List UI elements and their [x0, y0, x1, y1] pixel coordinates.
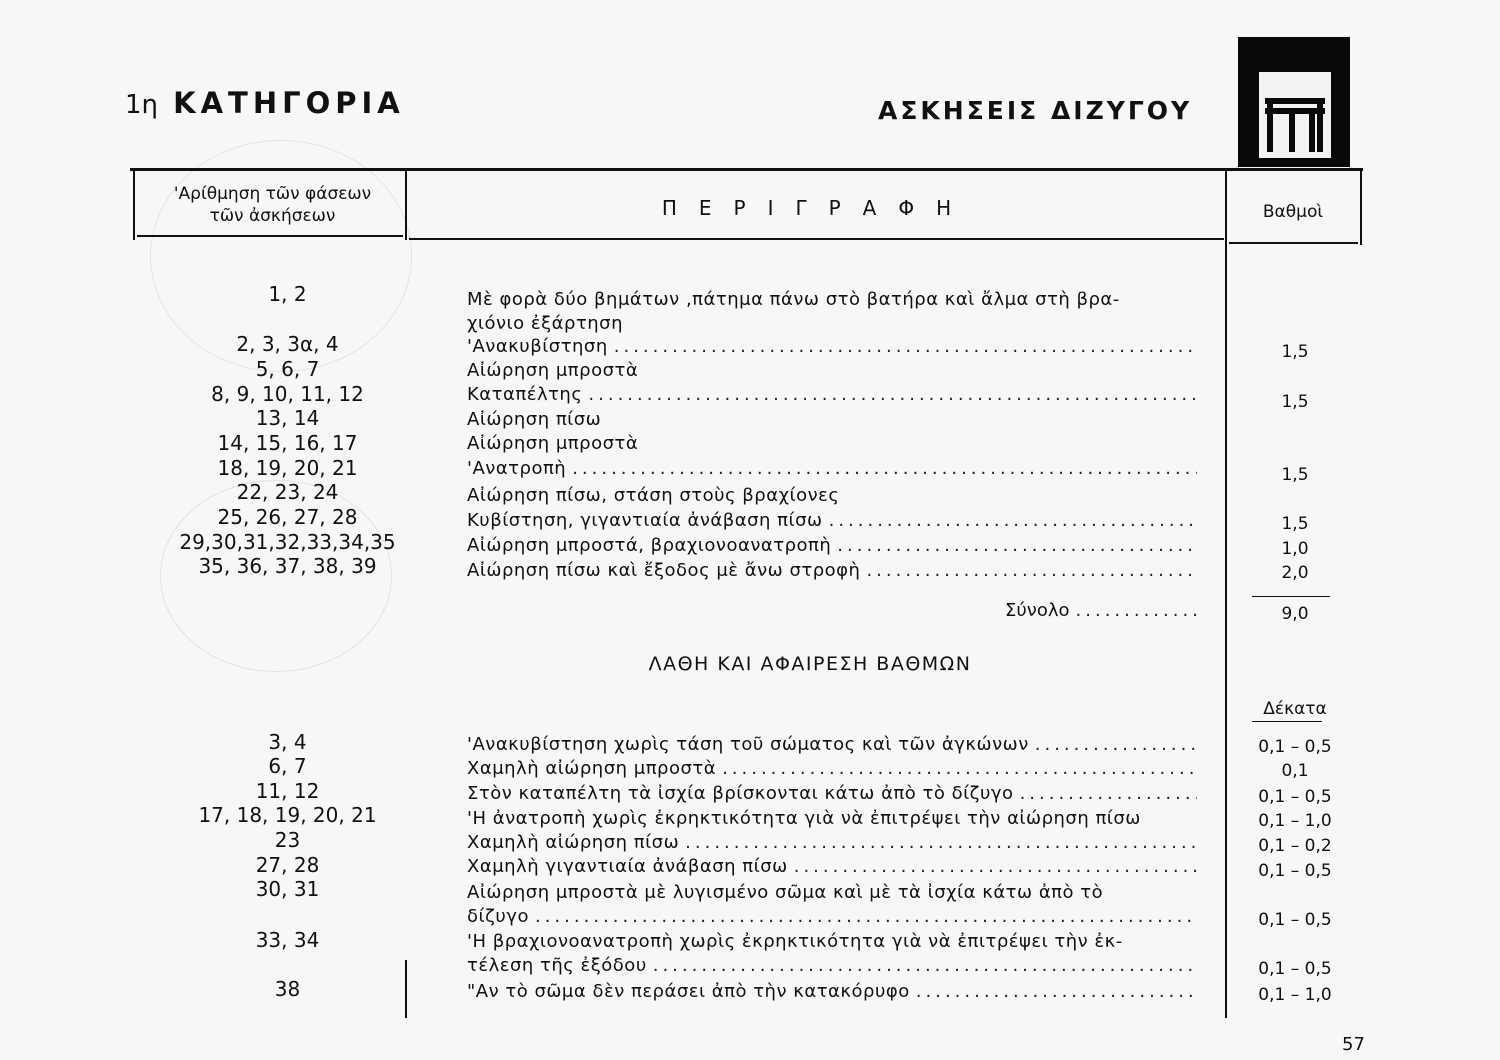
error-deduction: 0,1 – 0,5 — [1258, 910, 1332, 930]
exercise-phases: 22, 23, 24 — [236, 480, 339, 504]
dot-leader — [794, 855, 1197, 879]
score-column-header: Βαθμοὶ — [1262, 202, 1324, 222]
table-top-rule — [130, 168, 1363, 171]
description-line: Αἰώρηση πίσω — [467, 409, 602, 430]
description-line: Αἰώρηση πίσω, στάση στοὺς βραχίονες — [467, 485, 840, 506]
exercise-phases: 13, 14 — [255, 406, 320, 430]
error-deduction: 0,1 – 0,5 — [1258, 787, 1332, 807]
error-description — [467, 855, 1197, 879]
category-label: ΚΑΤΗΓΟΡΙΑ — [173, 86, 405, 120]
exercise-phases: 8, 9, 10, 11, 12 — [211, 382, 364, 406]
exercise-phases: 2, 3, 3α, 4 — [236, 332, 339, 356]
error-description — [467, 782, 1197, 806]
dot-leader — [722, 757, 1197, 781]
dot-leader — [614, 335, 1197, 359]
phases-header-line: 'Αρίθμηση τῶν φάσεων — [173, 184, 372, 204]
phases-column-header — [140, 183, 405, 227]
description-line: Κυβίστηση, γιγαντιαία ἀνάβαση πίσω — [467, 510, 823, 531]
dot-leader — [837, 534, 1197, 558]
header-bottom-rule-description — [409, 238, 1224, 240]
exercise-description — [467, 432, 1197, 456]
exercise-phases: 18, 19, 20, 21 — [217, 456, 358, 480]
error-phases: 33, 34 — [255, 928, 320, 952]
description-line: Μὲ φορὰ δύο βημάτων ,πάτημα πάνω στὸ βατήρα καὶ ἄλμα στὴ βρα- — [467, 289, 1120, 310]
error-description — [467, 930, 1197, 978]
exercise-phases: 5, 6, 7 — [255, 357, 320, 381]
exercise-description — [467, 484, 1197, 508]
errors-section-title: ΛΑΘΗ ΚΑΙ ΑΦΑΙΡΕΣΗ ΒΑΘΜΩΝ — [648, 653, 972, 675]
description-line: δίζυγο — [467, 906, 529, 927]
exercise-description — [467, 509, 1197, 533]
section-title: ΑΣΚΗΣΕΙΣ ΔΙΖΥΓΟΥ — [878, 96, 1193, 125]
error-deduction: 0,1 – 0,5 — [1258, 959, 1332, 979]
description-line: Χαμηλὴ αἰώρηση μπροστὰ — [467, 758, 717, 779]
dot-leader — [535, 905, 1197, 929]
error-phases: 27, 28 — [255, 853, 320, 877]
exercise-phases: 25, 26, 27, 28 — [217, 505, 358, 529]
description-line: 'Ανακυβίστηση χωρὶς τάση τοῦ σώματος καὶ τῶν ἀγκώνων — [467, 734, 1029, 755]
description-line: Αἰώρηση μπροστά, βραχιονοανατροπὴ — [467, 535, 832, 556]
description-line: Χαμηλὴ γιγαντιαία ἀνάβαση πίσω — [467, 856, 788, 877]
deduction-unit-rule — [1252, 721, 1322, 722]
error-deduction: 0,1 – 0,5 — [1258, 737, 1332, 757]
exercise-score: 1,5 — [1281, 342, 1309, 362]
exercise-phases: 35, 36, 37, 38, 39 — [198, 554, 377, 578]
exercise-score: 1,5 — [1281, 514, 1309, 534]
exercise-description — [467, 559, 1197, 583]
header-bottom-rule-phases — [137, 235, 403, 237]
exercise-description — [467, 534, 1197, 558]
error-deduction: 0,1 – 0,2 — [1258, 836, 1332, 856]
exercise-description — [467, 359, 1197, 383]
dot-leader — [829, 509, 1197, 533]
dot-leader — [1035, 733, 1197, 757]
page-number: 57 — [1342, 1034, 1365, 1055]
error-description — [467, 733, 1197, 757]
description-line: 'Η ἀνατροπὴ χωρὶς ἐκρηκτικότητα γιὰ νὰ ἐπιτρέψει τὴν αἰώρηση πίσω — [467, 808, 1141, 829]
table-left-rule — [133, 168, 135, 240]
category-title — [125, 86, 405, 120]
dot-leader — [588, 383, 1197, 407]
exercise-phases: 1, 2 — [268, 282, 307, 306]
error-description — [467, 980, 1197, 1004]
exercise-phases: 14, 15, 16, 17 — [217, 431, 358, 455]
exercise-phases: 29,30,31,32,33,34,35 — [179, 530, 396, 554]
exercise-score: 1,5 — [1281, 465, 1309, 485]
exercise-description — [467, 383, 1197, 407]
dot-leader — [653, 954, 1197, 978]
error-deduction: 0,1 – 1,0 — [1258, 811, 1332, 831]
column-divider-description — [1225, 168, 1227, 1018]
error-deduction: 0,1 – 1,0 — [1258, 985, 1332, 1005]
error-description — [467, 881, 1197, 929]
dot-leader — [572, 457, 1197, 481]
error-phases: 38 — [274, 977, 301, 1001]
error-description — [467, 831, 1197, 855]
total-value: 9,0 — [1281, 604, 1309, 624]
description-line: Αἰώρηση πίσω καὶ ἔξοδος μὲ ἄνω στροφὴ — [467, 560, 861, 581]
column-divider-score — [1360, 168, 1362, 245]
description-line: 'Ανατροπὴ — [467, 458, 567, 479]
exercise-score: 2,0 — [1281, 563, 1309, 583]
error-phases: 3, 4 — [268, 730, 307, 754]
description-line: Καταπέλτης — [467, 384, 583, 405]
parallel-bars-icon — [1238, 37, 1350, 167]
error-phases: 6, 7 — [268, 754, 307, 778]
dot-leader — [866, 559, 1197, 583]
exercise-description — [467, 457, 1197, 481]
description-line: Αἰώρηση μπροστὰ — [467, 360, 639, 381]
phases-header-line: τῶν ἀσκήσεων — [209, 206, 336, 226]
description-line: "Αν τὸ σῶμα δὲν περάσει ἀπὸ τὴν κατακόρυφο — [467, 981, 910, 1002]
error-phases: 30, 31 — [255, 877, 320, 901]
header-bottom-rule-score — [1229, 242, 1358, 244]
deduction-unit-label: Δέκατα — [1263, 699, 1327, 719]
exercise-score: 1,5 — [1281, 392, 1309, 412]
dot-leader — [685, 831, 1197, 855]
dot-leader — [1076, 600, 1197, 621]
description-column-header: ΠΕΡΙΓΡΑΦΗ — [661, 196, 974, 220]
description-line: 'Η βραχιονοανατροπὴ χωρὶς ἐκρηκτικότητα γιὰ νὰ ἐπιτρέψει τὴν ἐκ- — [467, 931, 1123, 952]
exercise-description — [467, 288, 1197, 336]
error-phases: 17, 18, 19, 20, 21 — [198, 803, 377, 827]
dot-leader — [1020, 782, 1197, 806]
description-line: 'Ανακυβίστηση — [467, 336, 608, 357]
error-phases: 23 — [274, 828, 301, 852]
dot-leader — [916, 980, 1197, 1004]
description-line: τέλεση τῆς ἐξόδου — [467, 955, 647, 976]
total-label: Σύνολο ..... — [1005, 600, 1197, 621]
column-divider-phases — [405, 168, 407, 240]
description-line: Χαμηλὴ αἰώρηση πίσω — [467, 832, 680, 853]
description-line: χιόνιο ἐξάρτηση — [467, 313, 623, 334]
exercise-description — [467, 335, 1197, 359]
description-line: Αἰώρηση μπροστὰ μὲ λυγισμένο σῶμα καὶ μὲ τὰ ἰσχία κάτω ἀπὸ τὸ — [467, 882, 1104, 903]
exercise-description — [467, 408, 1197, 432]
error-phases: 11, 12 — [255, 779, 320, 803]
error-description — [467, 807, 1197, 831]
total-rule — [1252, 596, 1330, 597]
exercise-score: 1,0 — [1281, 539, 1309, 559]
error-description — [467, 757, 1197, 781]
error-deduction: 0,1 – 0,5 — [1258, 861, 1332, 881]
description-line: Στὸν καταπέλτη τὰ ἰσχία βρίσκονται κάτω ἀπὸ τὸ δίζυγο — [467, 783, 1014, 804]
category-number: 1η — [125, 90, 159, 120]
description-line: Αἰώρηση μπροστὰ — [467, 433, 639, 454]
error-deduction: 0,1 — [1281, 761, 1309, 781]
